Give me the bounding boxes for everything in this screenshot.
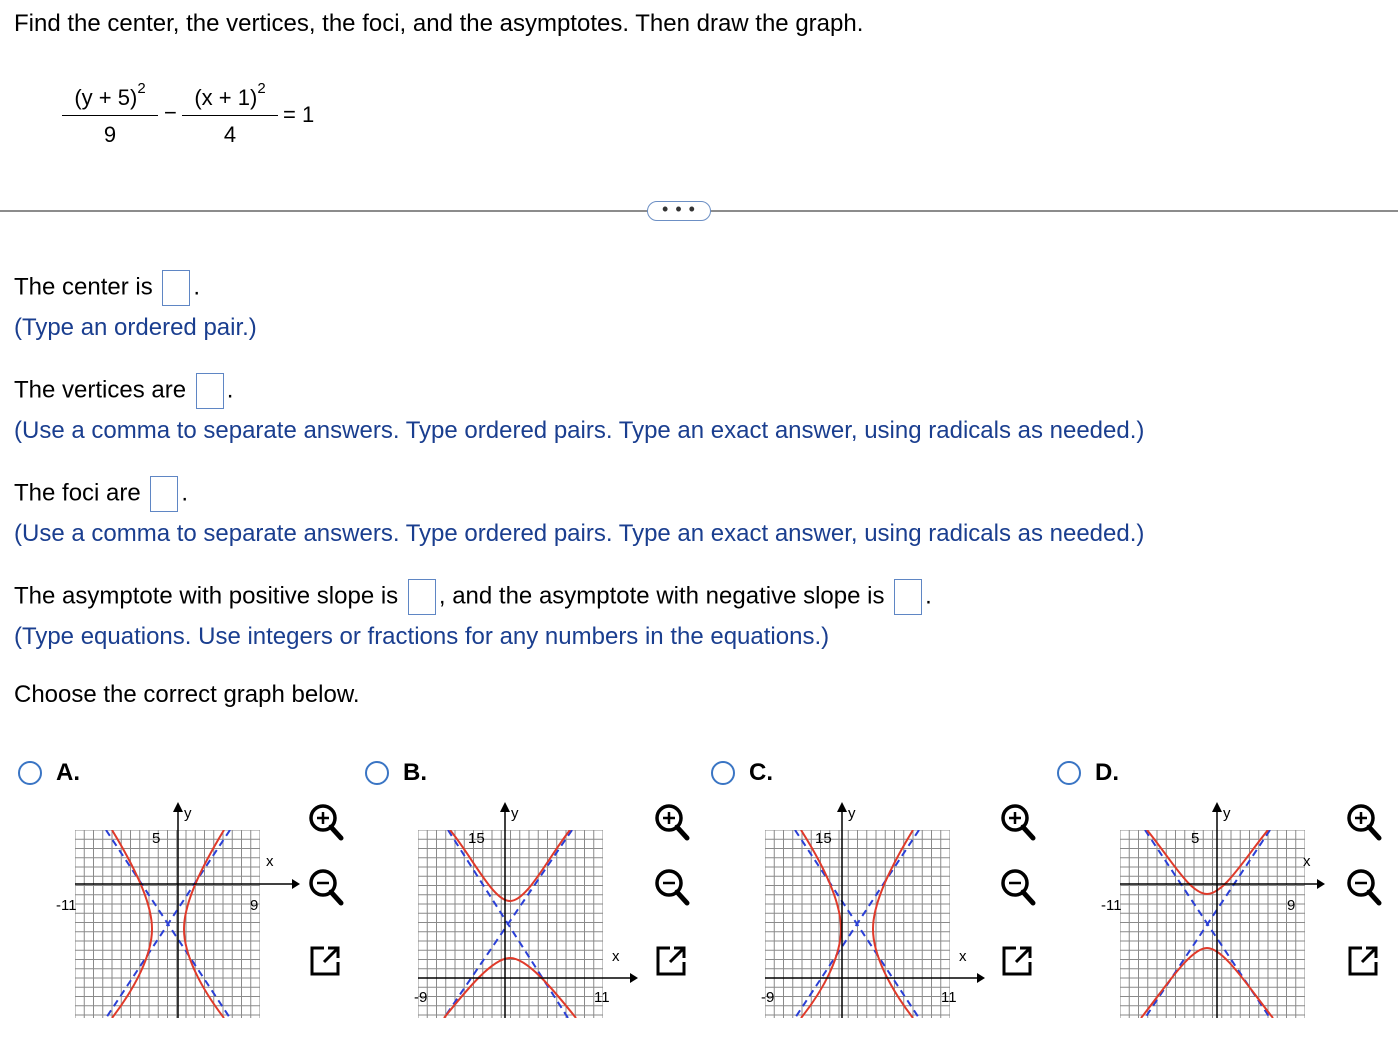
graph-c-x-arrow — [977, 973, 985, 983]
option-d-label: D. — [1095, 759, 1119, 786]
graph-b-x-min: -9 — [414, 989, 428, 1006]
option-b-label: B. — [403, 759, 427, 786]
zoom-in-icon[interactable] — [304, 800, 348, 844]
asymptote-negative-label: , and the asymptote with negative slope is — [438, 582, 885, 610]
asymptote-row — [14, 579, 932, 615]
graph-d-x-min: -11 — [1101, 897, 1122, 914]
option-d-radio[interactable] — [1057, 761, 1081, 785]
zoom-out-icon[interactable] — [304, 865, 348, 909]
zoom-in-icon[interactable] — [996, 800, 1040, 844]
term2-exponent: 2 — [257, 80, 266, 97]
foci-row — [14, 476, 188, 512]
option-a-label: A. — [56, 759, 80, 786]
expand-icon[interactable] — [1342, 938, 1386, 982]
graph-b-y-tick: 15 — [468, 830, 485, 847]
graph-c-y-tick: 15 — [815, 830, 832, 847]
graph-c-x-max: 11 — [941, 989, 957, 1006]
center-input[interactable] — [162, 270, 190, 306]
graph-a-y-tick: 5 — [152, 830, 161, 847]
foci-period: . — [181, 479, 189, 507]
graph-a[interactable] — [40, 798, 300, 1018]
vertices-label: The vertices are — [14, 376, 187, 404]
graph-b-x-label: x — [612, 948, 620, 965]
graph-d-y-arrow — [1212, 802, 1222, 812]
asymptote-positive-label: The asymptote with positive slope is — [14, 582, 399, 610]
vertices-input[interactable] — [196, 373, 224, 409]
graph-a-x-arrow — [292, 879, 300, 889]
graph-c-x-min: -9 — [761, 989, 775, 1006]
vertices-hint: (Use a comma to separate answers. Type ordered pairs. Type an exact answer, using radicals as needed.) — [14, 417, 1145, 444]
graph-c-y-label: y — [848, 805, 856, 822]
foci-label: The foci are — [14, 479, 141, 507]
option-c-radio[interactable] — [711, 761, 735, 785]
vertices-row — [14, 373, 233, 409]
graph-a-x-max: 9 — [250, 897, 259, 914]
expand-icon[interactable] — [650, 938, 694, 982]
graph-b-y-arrow — [500, 802, 510, 812]
option-c-label: C. — [749, 759, 773, 786]
graph-c-x-label: x — [959, 948, 967, 965]
vertices-period: . — [226, 376, 234, 404]
zoom-out-icon[interactable] — [1342, 865, 1386, 909]
asymptote-positive-input[interactable] — [408, 579, 436, 615]
foci-input[interactable] — [150, 476, 178, 512]
center-period: . — [193, 273, 201, 301]
graph-b-x-arrow — [630, 973, 638, 983]
center-label: The center is — [14, 273, 153, 301]
center-row — [14, 270, 200, 306]
graph-d-y-label: y — [1223, 805, 1231, 822]
graph-d-branch-lower — [1141, 948, 1273, 1018]
foci-hint: (Use a comma to separate answers. Type ordered pairs. Type an exact answer, using radicals as needed.) — [14, 520, 1145, 547]
asymptote-period: . — [925, 582, 932, 610]
expand-icon[interactable] — [996, 938, 1040, 982]
graph-d-x-arrow — [1317, 879, 1325, 889]
term2-numerator: (x + 1) — [194, 85, 258, 110]
graph-a-x-min: -11 — [56, 897, 77, 914]
graph-a-y-arrow — [173, 802, 183, 812]
center-hint: (Type an ordered pair.) — [14, 314, 257, 341]
choose-prompt: Choose the correct graph below. — [14, 681, 360, 708]
graph-d-y-tick: 5 — [1191, 830, 1200, 847]
graph-d-x-label: x — [1303, 853, 1311, 870]
expand-icon[interactable] — [304, 938, 348, 982]
zoom-out-icon[interactable] — [650, 865, 694, 909]
minus-sign: − — [164, 100, 177, 125]
graph-c[interactable] — [745, 798, 995, 1018]
more-button[interactable]: • • • — [647, 201, 711, 221]
zoom-out-icon[interactable] — [996, 865, 1040, 909]
graph-a-x-label: x — [266, 853, 274, 870]
asymptote-negative-input[interactable] — [894, 579, 922, 615]
zoom-in-icon[interactable] — [1342, 800, 1386, 844]
graph-d-grid — [1120, 830, 1305, 1018]
term1-denominator: 9 — [103, 122, 117, 147]
graph-c-y-arrow — [837, 802, 847, 812]
graph-b-x-max: 11 — [594, 989, 610, 1006]
equation-rhs: = 1 — [283, 102, 315, 127]
graph-b[interactable] — [398, 798, 648, 1018]
term1-exponent: 2 — [137, 80, 146, 97]
option-b-radio[interactable] — [365, 761, 389, 785]
question-prompt: Find the center, the vertices, the foci, and the asymptotes. Then draw the graph. — [14, 10, 864, 37]
zoom-in-icon[interactable] — [650, 800, 694, 844]
asymptote-hint: (Type equations. Use integers or fractions for any numbers in the equations.) — [14, 623, 830, 650]
option-a-radio[interactable] — [18, 761, 42, 785]
graph-d-x-max: 9 — [1287, 897, 1296, 914]
term2-denominator: 4 — [223, 122, 237, 147]
graph-a-y-label: y — [184, 805, 192, 822]
term1-numerator: (y + 5) — [74, 85, 138, 110]
graph-b-grid — [418, 830, 603, 1018]
graph-b-y-label: y — [511, 805, 519, 822]
graph-d[interactable] — [1085, 798, 1345, 1018]
